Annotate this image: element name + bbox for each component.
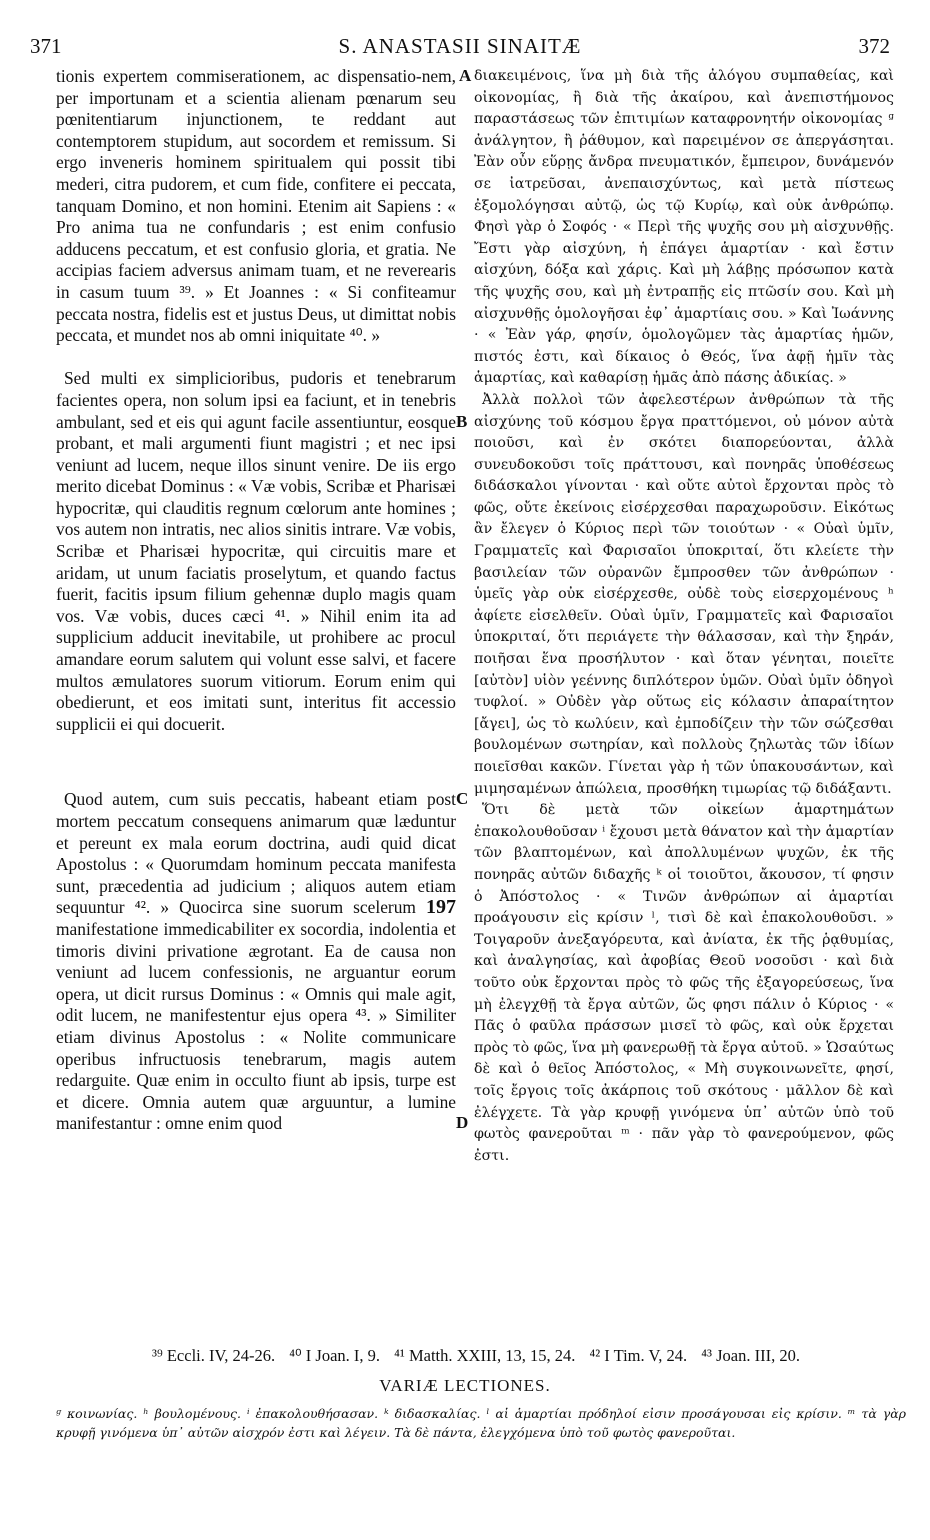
- footnote: ⁴³ Joan. III, 20.: [701, 1346, 800, 1365]
- page-number-left: 371: [30, 34, 62, 58]
- running-title: S. ANASTASII SINAITÆ: [338, 34, 582, 58]
- footnote: ⁴¹ Matth. XXIII, 13, 15, 24.: [394, 1346, 576, 1365]
- greek-paragraph-2: Ἀλλὰ πολλοὶ τῶν ἀφελεστέρων ἀνθρώπων τὰ τῆς αἰσχύνης τοῦ κόσμου ἔργα πραττόμενοι, οὐ μόνον αὐτὰ ποιοῦσι, καὶ ἐν σκότει διαπορεύονται, ἀλλὰ συνευδοκοῦσι τοῖς πράττουσι, καὶ πονηρᾶς ὑποθέσεως διδάσκαλοι γίνονται · καὶ οὔτε αὐτοὶ ἔρχονται πρὸς τὸ φῶς, οὔτε ἐκείνοις εἰσέρχεσθαι παραχωροῦσιν. Εἰκότως ἂν ἔλεγεν ὁ Κύριος περὶ τῶν τοιούτων · « Οὐαὶ ὑμῖν, Γραμματεῖς καὶ Φαρισαῖοι ὑποκριταί, ὅτι κλείετε τὴν βασιλείαν τῶν οὐρανῶν ἔμπροσθεν τῶν ἀνθρώπων · ὑμεῖς γὰρ οὐκ εἰσέρχεσθε, οὐδὲ τοὺς εἰσερχομένους ʰ ἀφίετε εἰσελθεῖν. Οὐαὶ ὑμῖν, Γραμματεῖς καὶ Φαρισαῖοι ὑποκριταί, ὅτι περιάγετε τὴν θάλασσαν, καὶ τὴν ξηράν, ποιῆσαι ἕνα προσήλυτον · καὶ ὅταν γένηται, ποιεῖτε [αὐτὸν] υἱὸν γεέννης διπλότερον ὑμῶν. Οὐαὶ ὑμῖν ὁδηγοὶ τυφλοί. » Οὐδὲν γὰρ οὕτως εἰς κόλασιν ἀπαραίτητον [ἄγει], ὡς τὸ κωλύειν, καὶ ἐμποδίζειν τὴν τῶν σώζεσθαι βουλομένων σωτηρίαν, καὶ πολλοὺς ζηλωτὰς τῶν ἰδίων ποιεῖσθαι κακῶν. Γίνεται γὰρ ἡ τῶν ὑπακουσάντων, καὶ μιμησαμένων ἀπώλεια, προσθήκη τιμωρίας τῷ διδάξαντι.: [474, 391, 894, 797]
- latin-paragraph-3b: manifestatione immedicabiliter ex socordia, indolentia et timoris divini privatione ægrotant. Ea de causa non veniunt ad lucem confessionis, ne arguantur eorum opera, ut dicit rursus Dominus : « Omnis qui male agit, odit lucem, ne manifestentur ejus opera ⁴³. » Similiter etiam divinus Apostolus : « Nolite communicare operibus infructuosis tenebrarum, magis autem redarguite. Quæ enim in occulto fiunt ab ipsis, turpe est et dicere. Omnia autem quæ arguuntur, a lumine manifestantur : omne enim quod: [56, 918, 456, 1134]
- greek-column: [474, 66, 894, 1167]
- latin-column: [56, 66, 456, 1135]
- greek-paragraph-1: διακειμένοις, ἵνα μὴ διὰ τῆς ἀλόγου συμπαθείας, καὶ οἰκονομίας, ἢ διὰ τῆς ἀκαίρου, καὶ ἀνεπιστήμονος παραστάσεως τῶν ἐπιτιμίων καταφρονητήν οἰκονομίας ᵍ ἀνάλγητον, ἢ ῥάθυμον, καὶ παρειμένον σε ἀπεργάσηται. Ἐὰν οὖν εὕρῃς ἄνδρα πνευματικόν, ἔμπειρον, δυνάμενόν σε ἰατρεῦσαι, ἀνεπαισχύντως, καὶ μετὰ πίστεως ἐξομολόγησαι αὐτῷ, ὡς τῷ Κυρίῳ, καὶ οὐκ ἀνθρώπῳ. Φησὶ γὰρ ὁ Σοφός · « Περὶ τῆς ψυχῆς σου μὴ αἰσχυνθῇς. Ἔστι γὰρ αἰσχύνη, ἡ ἐπάγει ἁμαρτίαν · καὶ ἔστιν αἰσχύνη, δόξα καὶ χάρις. Καὶ μὴ λάβῃς πρόσωπον κατὰ τῆς ψυχῆς σου, καὶ μὴ ἐντραπῇς εἰς πτῶσίν σου. Καὶ μὴ αἰσχυνθῇς ὁμολογῆσαι ἐφ᾽ ἁμαρτίαις σου. » Καὶ Ἰωάννης · « Ἐὰν γάρ, φησίν, ὁμολογῶμεν τὰς ἁμαρτίας ἡμῶν, πιστός ἐστι, καὶ δίκαιος ὁ Θεός, ἵνα ἀφῇ ἡμῖν τὰς ἁμαρτίας, καὶ καθαρίσῃ ἡμᾶς ἀπὸ πάσης ἀδικίας. »: [474, 68, 894, 387]
- footnote: ⁴² I Tim. V, 24.: [589, 1346, 688, 1365]
- latin-paragraph-3a: Quod autem, cum suis peccatis, habeant etiam post mortem peccatum consequens animarum quæ læduntur et pereunt ex mala eorum doctrina, audi quid dicat Apostolus : « Quorumdam hominum peccata manifesta sunt, præcedentia ad judicium ; aliquos autem etiam sequuntur ⁴². » Quocirca sine suorum scelerum: [56, 789, 456, 918]
- greek-paragraph-3: Ὅτι δὲ μετὰ τῶν οἰκείων ἁμαρτημάτων ἐπακολουθοῦσαν ⁱ ἔχουσι μετὰ θάνατον καὶ τὴν ἁμαρτίαν τῶν βλαπτομένων, καὶ ἀπολλυμένων ψυχῶν, ἐκ τῆς πονηρᾶς αὐτῶν διδαχῆς ᵏ οἱ τοιοῦτοι, ἄκουσον, τί φησιν ὁ Ἀπόστολος · « Τινῶν ἀνθρώπων αἱ ἁμαρτίαι προάγουσιν εἰς κρίσιν ˡ, τισὶ δὲ καὶ ἐπακολουθοῦσι. » Τοιγαροῦν ἀνεξαγόρευτα, καὶ ἀνίατα, ἐκ τῆς ῥᾳθυμίας, καὶ ἀναλγησίας, καὶ ἀφοβίας Θεοῦ νοσοῦσι · καὶ διὰ τοῦτο οὐκ ἔρχονται πρὸς τὸ φῶς τῆς ἐξαγορεύσεως, ἵνα μὴ ἐλεγχθῇ τὰ ἔργα αὐτῶν, ὥς φησι πάλιν ὁ Κύριος · « Πᾶς ὁ φαῦλα πράσσων μισεῖ τὸ φῶς, καὶ οὐκ ἔρχεται πρὸς τὸ φῶς, ἵνα μὴ φανερωθῇ τὰ ἔργα αὐτοῦ. » Ὡσαύτως δὲ καὶ ὁ θεῖος Ἀπόστολος, « Μὴ συγκοινωνεῖτε, φησί, τοῖς ἔργοις τοῖς ἀκάρποις τοῦ σκότους · μᾶλλον δὲ καὶ ἐλέγχετε. Τὰ γὰρ κρυφῇ γινόμενα ὑπ᾽ αὐτῶν ὑπὸ τοῦ φωτὸς φανεροῦται ᵐ · πᾶν γὰρ τὸ φανερούμενον, φῶς ἐστι.: [474, 802, 894, 1164]
- latin-paragraph-1: tionis expertem commiserationem, ac dispensatio-nem, per importunam et a scientia alienam pœnarum seu pœnitentiarum injunctionem, te reddant aut contemptorem stupidum, aut socordem et remissum. Si ergo inveneris hominem spiritualem qui possit tibi mederi, citra pudorem, et cum fide, confitere ei peccata, tanquam Domino, et non homini. Etenim ait Sapiens : « Pro anima tua ne confundaris ; est enim confusio adducens peccatum, et est confusio gloria, et gratia. Ne accipias faciem adversus animam tuam, et ne reverearis in casum tuum ³⁹. » Et Joannes : « Si confiteamur peccata nostra, fidelis est et justus Deus, ut dimittat nobis peccata, et mundet nos ab omni iniquitate ⁴⁰. »: [56, 66, 456, 346]
- variae-lectiones-heading: VARIÆ LECTIONES.: [379, 1376, 551, 1395]
- latin-paragraph-3: [56, 789, 456, 1135]
- margin-mark-c: C: [456, 789, 469, 808]
- column-number: 197: [425, 896, 456, 919]
- page-number-right: 372: [858, 34, 890, 58]
- margin-mark-a: A: [459, 66, 472, 85]
- footnotes: [56, 1346, 896, 1366]
- margin-mark-d: D: [456, 1113, 469, 1132]
- footnote: ³⁹ Eccli. IV, 24-26.: [152, 1346, 276, 1365]
- footnote: ⁴⁰ I Joan. I, 9.: [289, 1346, 381, 1365]
- margin-mark-b: B: [456, 412, 468, 431]
- page-header: [30, 34, 890, 62]
- variae-lectiones-text: ᵍ κοινωνίας. ʰ βουλομένους. ⁱ ἐπακολουθήσασαν. ᵏ διδασκαλίας. ˡ αἱ ἁμαρτίαι πρόδηλοί εἰσιν προσάγουσαι εἰς κρίσιν. ᵐ τὰ γὰρ κρυφῇ γινόμενα ὑπ᾽ αὐτῶν αἰσχρόν ἐστι καὶ λέγειν. Τὰ δὲ πάντα, ἐλεγχόμενα ὑπὸ τοῦ φωτὸς φανεροῦται.: [56, 1406, 906, 1440]
- latin-paragraph-2: Sed multi ex simplicioribus, pudoris et tenebrarum facientes opera, non solum ipsi ea faciunt, et in tenebris ambulant, sed et eis qui agunt facile assentiuntur, eosque probant, et mali argumenti fiunt magistri ; et nec ipsi veniunt ad lucem, neque illos sinunt venire. De iis ergo merito dicebat Dominus : « Væ vobis, Scribæ et Pharisæi hypocritæ, qui clauditis regnum cœlorum ante homines ; vos autem non intratis, nec alios sinitis intrare. Væ vobis, Scribæ et Pharisæi hypocritæ, qui circuitis mare et aridam, ut unum faciatis proselytum, et quando factus fuerit, facitis ipsum filium gehennæ duplo magis quam vos. Væ vobis, duces cæci ⁴¹. » Nihil enim ita ad supplicium adducit inevitabile, ut prohibere ac procul amandare eorum salutem qui volunt esse salvi, et facere multos æmulatores suorum vitiorum. Eorum enim qui obedierunt, et eos imitati sunt, interitus fit accessio supplicii ei qui docuerit.: [56, 368, 456, 734]
